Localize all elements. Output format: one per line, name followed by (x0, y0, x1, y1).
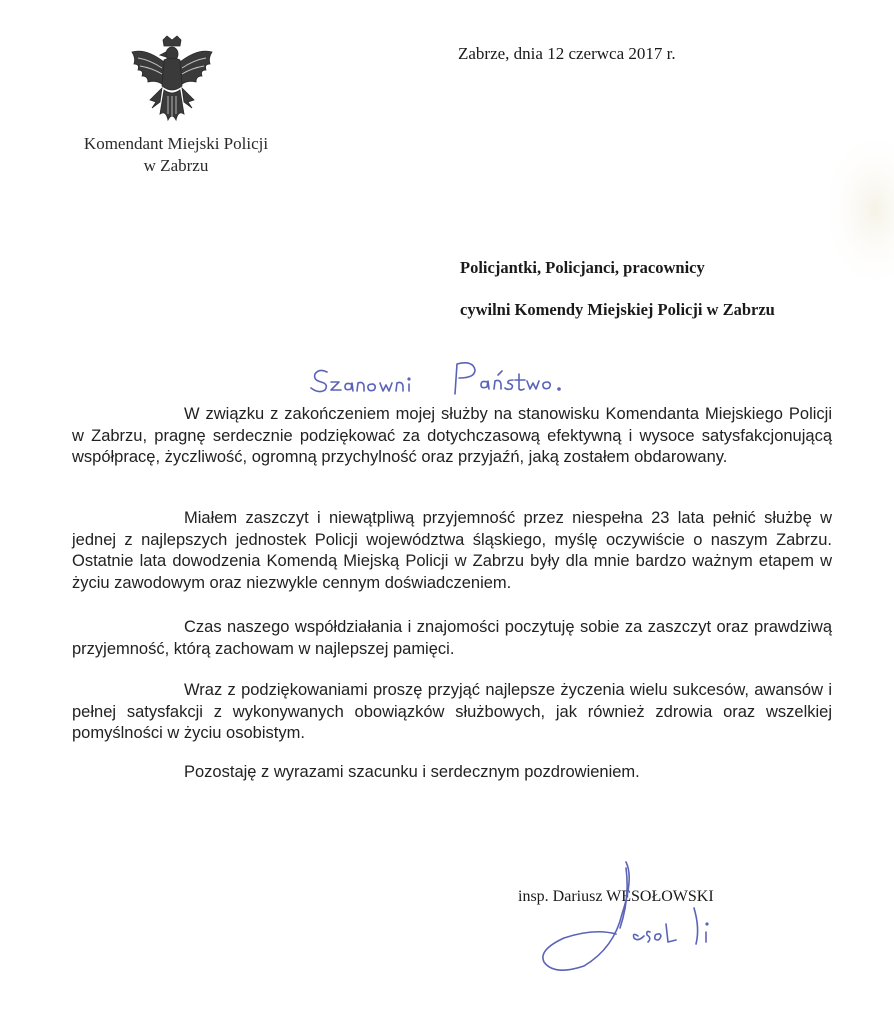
eagle-emblem-icon (126, 34, 218, 130)
date-line: Zabrze, dnia 12 czerwca 2017 r. (458, 44, 676, 63)
addressee-line-2: cywilni Komendy Miejskiej Policji w Zabrzu (460, 300, 775, 319)
closing-paragraph: Pozostaję z wyrazami szacunku i serdecznym pozdrowieniem. (184, 763, 640, 781)
body-paragraph-2: Miałem zaszczyt i niewątpliwą przyjemność przez niespełna 23 lata pełnić służbę w jednej z najlepszych jednostek Policji województwa śląskiego, myślę oczywiście o naszym Zabrzu. Ostatnie lata dowodzenia Komendą Miejską Policji w Zabrzu były dla mnie bardzo ważnym etapem w życiu zawodowym oraz niezwykle cennym doświadczeniem. (72, 509, 832, 592)
body-paragraph-3: Czas naszego współdziałania i znajomości poczytuję sobie za zaszczyt oraz prawdziwą przyjemność, którą zachowam w najlepszej pamięci. (72, 618, 832, 658)
signatory-name: insp. Dariusz WESOŁOWSKI (518, 888, 714, 905)
handwritten-salutation (305, 356, 615, 404)
body-paragraph-1: W związku z zakończeniem mojej służby na stanowisku Komendanta Miejskiego Policji w Zabrzu, pragnę serdecznie podziękować za dotychczasową efektywną i wysoce satysfakcjonującą współpracę, życzliwość, ogromną przychylność oraz przyjaźń, jaką zostałem obdarowany. (72, 405, 832, 466)
body-paragraph-4: Wraz z podziękowaniami proszę przyjąć najlepsze życzenia wielu sukcesów, awansów i pełnej satysfakcji z wykonywanych obowiązków służbowych, jak również zdrowia oraz wszelkiej pomyślności w życiu osobistym. (72, 681, 832, 742)
addressee-line-1: Policjantki, Policjanci, pracownicy (460, 258, 705, 277)
scan-shadow (800, 140, 894, 280)
handwritten-signature (534, 858, 734, 976)
issuer-city: w Zabrzu (143, 156, 209, 175)
issuer-title: Komendant Miejski Policji (83, 134, 269, 153)
